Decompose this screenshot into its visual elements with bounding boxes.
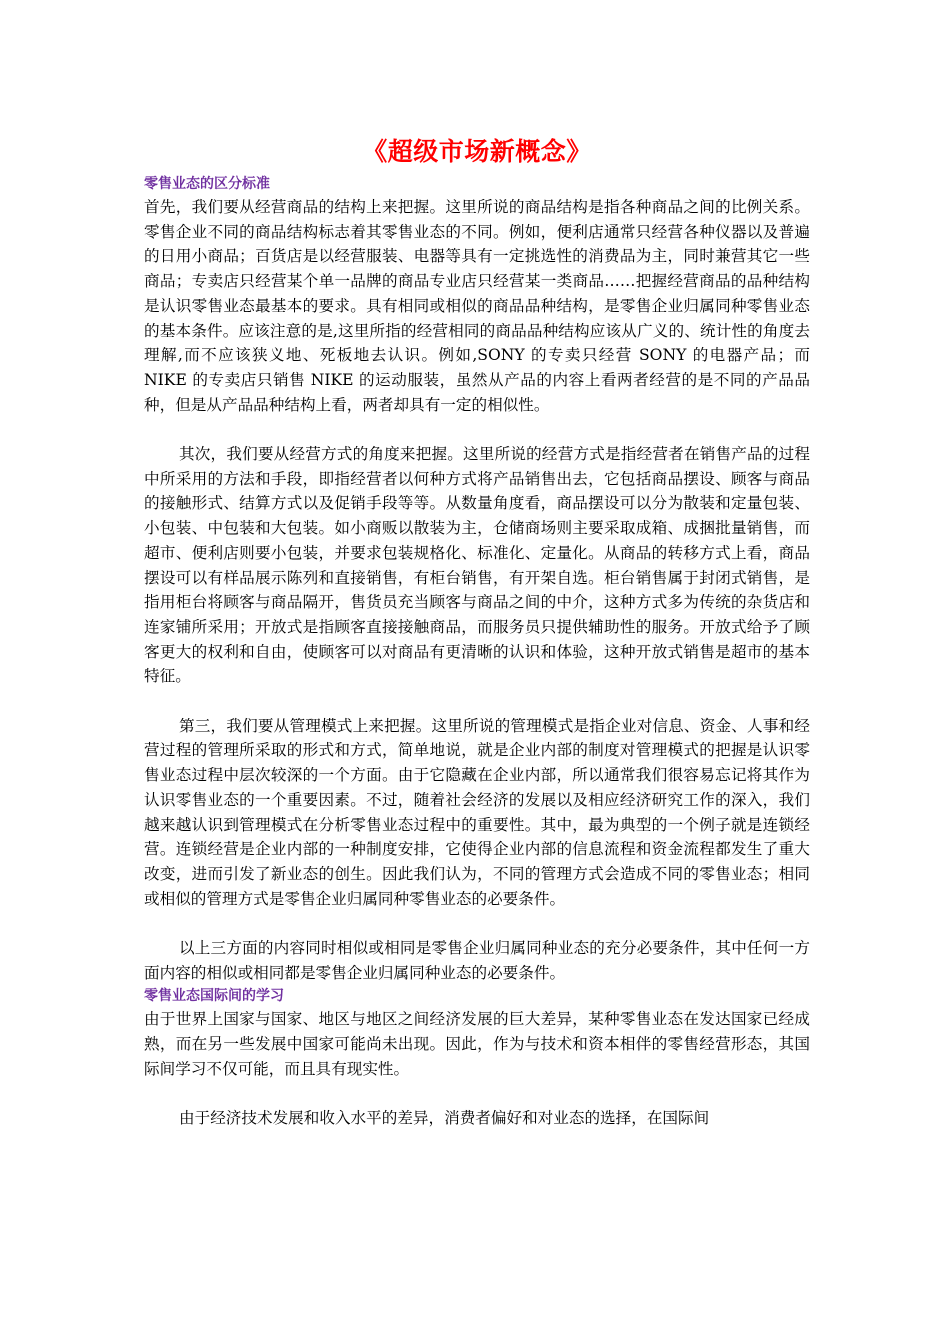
paragraph-gap <box>144 1082 810 1107</box>
paragraph: 由于经济技术发展和收入水平的差异，消费者偏好和对业态的选择，在国际间 <box>179 1109 710 1128</box>
section-heading: 零售业态的区分标准 <box>144 176 270 192</box>
paragraph: 其次，我们要从经营方式的角度来把握。这里所说的经营方式是指经营者在销售产品的过程中所采用的方法和手段，即指经营者以何种方式将产品销售出去，它包括商品摆设、顾客与商品的接触形式、结算方式以及促销手段等等。从数量角度看，商品摆设可以分为散装和定量包装、小包装、中包装和大包装。如小商贩以散装为主，仓储商场则主要采取成箱、成捆批量销售，而超市、便利店则要小包装，并要求包装规格化、标准化、定量化。从商品的转移方式上看，商品摆设可以有样品展示陈列和直接销售，有柜台销售，有开架自选。柜台销售属于封闭式销售，是指用柜台将顾客与商品隔开，售货员充当顾客与商品之间的中介，这种方式多为传统的杂货店和连家铺所采用；开放式是指顾客直接接触商品，而服务员只提供辅助性的服务。开放式给予了顾客更大的权利和自由，使顾客可以对商品有更清晰的认识和体验，这种开放式销售是超市的基本特征。 <box>144 445 810 686</box>
paragraph: 第三，我们要从管理模式上来把握。这里所说的管理模式是指企业对信息、资金、人事和经营过程的管理所采取的形式和方式，简单地说，就是企业内部的制度对管理模式的把握是认识零售业态过程中层次较深的一个方面。由于它隐藏在企业内部，所以通常我们很容易忘记将其作为认识零售业态的一个重要因素。不过，随着社会经济的发展以及相应经济研究工作的深入，我们越来越认识到管理模式在分析零售业态过程中的重要性。其中，最为典型的一个例子就是连锁经营。连锁经营是企业内部的一种制度安排，它使得企业内部的信息流程和资金流程都发生了重大改变，进而引发了新业态的创生。因此我们认为，不同的管理方式会造成不同的零售业态；相同或相似的管理方式是零售企业归属同种零售业态的必要条件。 <box>144 716 810 908</box>
paragraph: 以上三方面的内容同时相似或相同是零售企业归属同种业态的充分必要条件，其中任何一方面内容的相似或相同都是零售企业归属同种业态的必要条件。 <box>144 939 810 982</box>
paragraph-gap <box>144 417 810 442</box>
document-page <box>144 135 810 1131</box>
document-title: 《超级市场新概念》 <box>362 137 592 166</box>
paragraph: 由于世界上国家与国家、地区与地区之间经济发展的巨大差异，某种零售业态在发达国家已经成熟，而在另一些发展中国家可能尚未出现。因此，作为与技术和资本相伴的零售经营形态，其国际间学习不仅可能，而且具有现实性。 <box>144 1010 810 1078</box>
section-heading: 零售业态国际间的学习 <box>144 988 284 1005</box>
paragraph: 首先，我们要从经营商品的结构上来把握。这里所说的商品结构是指各种商品之间的比例关系。零售企业不同的商品结构标志着其零售业态的不同。例如，便利店通常只经营各种仪器以及普遍的日用小商品；百货店是以经营服装、电器等具有一定挑选性的消费品为主，同时兼营其它一些商品；专卖店只经营某个单一品牌的商品专业店只经营某一类商品……把握经营商品的品种结构是认识零售业态最基本的要求。具有相同或相似的商品品种结构，是零售企业归属同种零售业态的基本条件。应该注意的是,这里所指的经营相同的商品品种结构应该从广义的、统计性的角度去理解,而不应该狭义地、死板地去认识。例如,SONY 的专卖只经营 SONY 的电器产品；而 NIKE 的专卖店只销售 NIKE 的运动服装，虽然从产品的内容上看两者经营的是不同的产品品种，但是从产品品种结构上看，两者却具有一定的相似性。 <box>144 198 810 414</box>
paragraph-gap <box>144 911 810 936</box>
paragraph-gap <box>144 689 810 714</box>
